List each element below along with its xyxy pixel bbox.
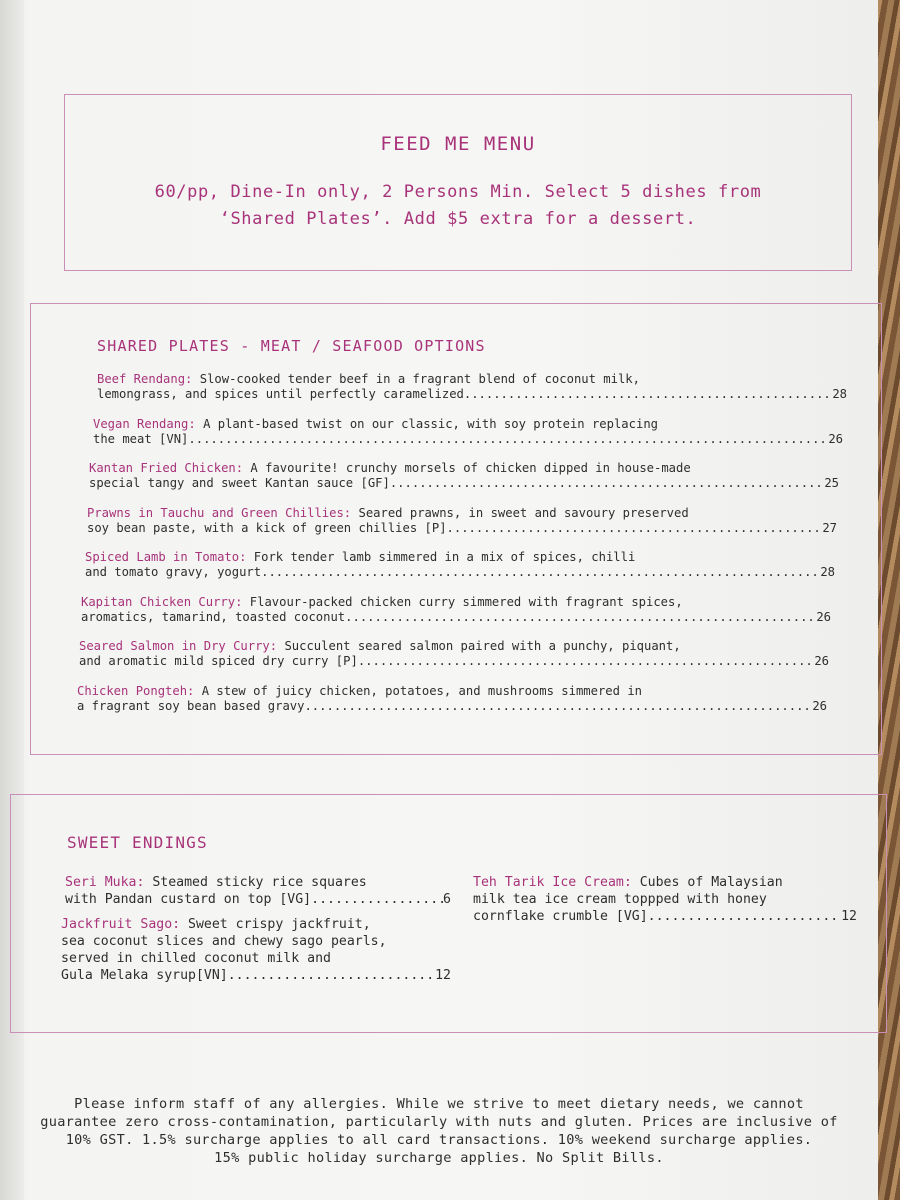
sweet-left-column — [59, 874, 451, 992]
shared-plates-title: SHARED PLATES - MEAT / SEAFOOD OPTIONS — [97, 337, 486, 355]
dot-leader — [648, 908, 841, 925]
menu-item — [85, 550, 835, 580]
item-name: Chicken Pongteh: — [77, 683, 195, 698]
item-description: Flavour-packed chicken curry simmered with fragrant spices, — [242, 594, 683, 609]
item-description-cont: aromatics, tamarind, toasted coconut — [81, 609, 346, 624]
dot-leader — [345, 610, 816, 625]
dessert-description: Sweet crispy jackfruit, — [180, 917, 371, 932]
item-name: Kantan Fried Chicken: — [89, 461, 244, 475]
dot-leader — [261, 565, 820, 580]
dessert-description-cont: sea coconut slices and chewy sago pearls, — [61, 934, 387, 949]
shared-plates-box — [30, 303, 882, 755]
dot-leader — [188, 432, 828, 447]
menu-item — [93, 417, 843, 447]
item-price: 26 — [812, 698, 827, 713]
item-description: A plant-based twist on our classic, with soy protein replacing — [195, 416, 658, 431]
menu-item — [87, 506, 837, 536]
dessert-item — [61, 916, 451, 984]
dessert-description-cont: with Pandan custard on top [VG] — [65, 892, 312, 907]
item-name: Spiced Lamb in Tomato: — [85, 550, 247, 564]
notice-line: guarantee zero cross-contamination, particularly with nuts and gluten. Prices are inclusive of — [40, 1114, 838, 1130]
item-price: 28 — [832, 387, 847, 401]
menu-item — [79, 639, 829, 669]
dot-leader — [447, 521, 823, 536]
feed-me-title: FEED ME MENU — [380, 133, 536, 155]
menu-item — [81, 595, 831, 625]
menu-item — [77, 684, 827, 714]
item-name: Beef Rendang: — [97, 372, 193, 386]
item-description-cont: and aromatic mild spiced dry curry [P] — [79, 654, 358, 668]
dessert-description-cont: Gula Melaka syrup[VN] — [61, 968, 228, 983]
dessert-description-cont: cornflake crumble [VG] — [473, 909, 648, 924]
dot-leader — [304, 699, 812, 714]
menu-item — [97, 372, 847, 402]
sweet-endings-box — [10, 794, 887, 1033]
dot-leader — [228, 967, 435, 984]
item-description-cont: soy bean paste, with a kick of green chillies [P] — [87, 520, 447, 535]
dessert-price: 6 — [443, 892, 451, 907]
item-price: 26 — [816, 609, 831, 624]
dessert-price: 12 — [841, 909, 857, 924]
dessert-item — [473, 874, 857, 925]
notice-line: Please inform staff of any allergies. While we strive to meet dietary needs, we cannot — [74, 1096, 804, 1112]
notice-line: 10% GST. 1.5% surcharge applies to all card transactions. 10% weekend surcharge applies. — [65, 1132, 813, 1148]
item-price: 26 — [814, 654, 829, 668]
notice-line: 15% public holiday surcharge applies. No Split Bills. — [214, 1150, 664, 1166]
menu-item — [89, 461, 839, 491]
dessert-name: Teh Tarik Ice Cream: — [473, 875, 632, 890]
item-description-cont: a fragrant soy bean based gravy — [77, 698, 305, 713]
dessert-description-cont: served in chilled coconut milk and — [61, 951, 331, 966]
feed-me-box — [64, 94, 852, 271]
dot-leader — [358, 654, 814, 669]
item-description-cont: and tomato gravy, yogurt — [85, 565, 262, 579]
feed-me-description: 60/pp, Dine-In only, 2 Persons Min. Select 5 dishes from ‘Shared Plates’. Add $5 extra for a dessert. — [154, 182, 762, 229]
item-description: Slow-cooked tender beef in a fragrant blend of coconut milk, — [192, 372, 640, 386]
item-name: Seared Salmon in Dry Curry: — [79, 639, 278, 653]
dot-leader — [311, 891, 443, 908]
item-description: Fork tender lamb simmered in a mix of spices, chilli — [246, 550, 636, 564]
dot-leader — [464, 387, 832, 402]
item-name: Prawns in Tauchu and Green Chillies: — [87, 505, 352, 520]
dessert-description: Steamed sticky rice squares — [144, 875, 367, 890]
item-description-cont: special tangy and sweet Kantan sauce [GF] — [89, 476, 390, 490]
item-description: Succulent seared salmon paired with a punchy, piquant, — [277, 639, 681, 653]
shared-plates-list — [77, 372, 847, 728]
sweet-endings-title: SWEET ENDINGS — [67, 833, 208, 852]
dessert-description: Cubes of Malaysian — [631, 875, 783, 890]
item-name: Kapitan Chicken Curry: — [81, 594, 243, 609]
item-price: 25 — [824, 476, 839, 490]
item-price: 28 — [820, 565, 835, 579]
item-description-cont: the meat [VN] — [93, 431, 189, 446]
item-description-cont: lemongrass, and spices until perfectly caramelized — [97, 387, 464, 401]
sweet-right-column — [473, 874, 857, 933]
dessert-item — [65, 874, 451, 908]
item-description: Seared prawns, in sweet and savoury preserved — [351, 505, 689, 520]
dessert-name: Seri Muka: — [65, 875, 145, 890]
dessert-name: Jackfruit Sago: — [61, 917, 181, 932]
item-description: A favourite! crunchy morsels of chicken dipped in house-made — [243, 461, 691, 475]
dessert-price: 12 — [435, 968, 451, 983]
item-price: 26 — [828, 431, 843, 446]
allergy-surcharge-notice — [0, 1095, 878, 1167]
dessert-description-cont: milk tea ice cream toppped with honey — [473, 892, 767, 907]
item-name: Vegan Rendang: — [93, 416, 196, 431]
item-description: A stew of juicy chicken, potatoes, and mushrooms simmered in — [194, 683, 642, 698]
item-price: 27 — [822, 520, 837, 535]
dot-leader — [390, 476, 824, 491]
